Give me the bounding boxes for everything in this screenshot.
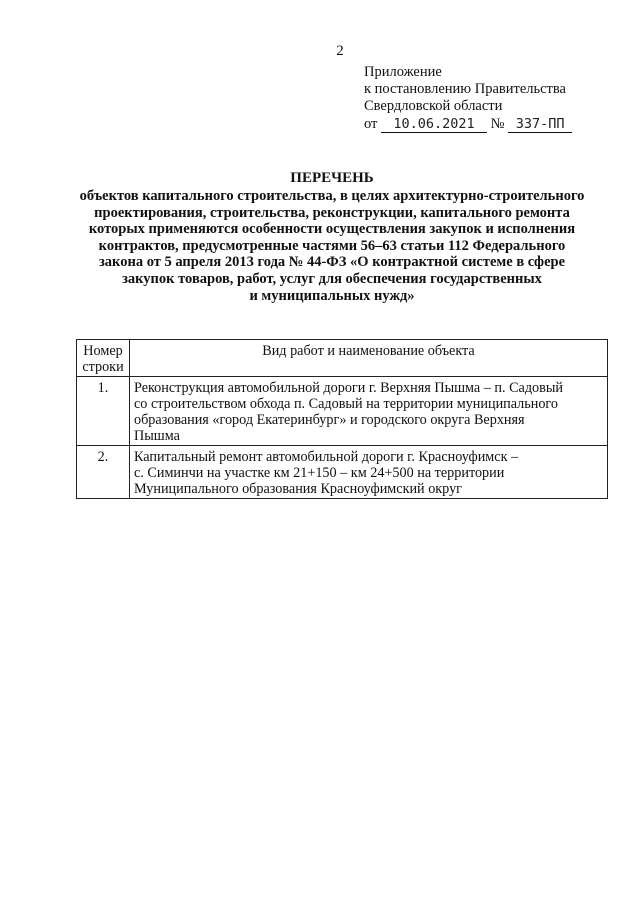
- row-number: 1.: [77, 377, 130, 446]
- description-line: с. Симинчи на участке км 21+150 – км 24+500 на территории: [134, 465, 505, 481]
- description-line: Пышма: [134, 428, 180, 444]
- resolution-number: 337-ПП: [508, 116, 572, 133]
- title-line: закона от 5 апреля 2013 года № 44-ФЗ «О контрактной системе в сфере: [98, 254, 566, 271]
- document-title: [70, 169, 594, 304]
- table-row: [77, 377, 608, 446]
- number-prefix: №: [490, 116, 505, 132]
- annex-line: Приложение: [364, 64, 442, 80]
- title-line: контрактов, предусмотренные частями 56–63 статьи 112 Федерального: [98, 237, 566, 254]
- title-line: объектов капитального строительства, в целях архитектурно-строительного: [79, 188, 585, 204]
- resolution-date: 10.06.2021: [381, 116, 487, 133]
- table-row: [77, 446, 608, 499]
- title-line: которых применяются особенности осуществления закупок и исполнения: [88, 221, 576, 238]
- annex-date-row: [364, 116, 604, 133]
- header-number-line: строки: [82, 359, 124, 375]
- date-prefix: от: [364, 116, 378, 132]
- description-line: образования «город Екатеринбург» и городского округа Верхняя: [134, 412, 525, 428]
- annex-block: [364, 64, 604, 133]
- title-heading: ПЕРЕЧЕНЬ: [290, 170, 374, 186]
- header-name: Вид работ и наименование объекта: [130, 340, 608, 377]
- row-description: [130, 446, 608, 499]
- description-line: Муниципального образования Красноуфимский округ: [134, 481, 462, 497]
- description-line: Капитальный ремонт автомобильной дороги г. Красноуфимск –: [134, 449, 519, 465]
- row-description: [130, 377, 608, 446]
- title-line: закупок товаров, работ, услуг для обеспечения государственных: [122, 270, 542, 287]
- table-header-row: [77, 340, 608, 377]
- header-number: [77, 340, 130, 377]
- objects-table: [76, 339, 608, 499]
- annex-line: Свердловской области: [364, 98, 503, 114]
- page-number: 2: [336, 43, 344, 59]
- header-number-line: Номер: [83, 343, 123, 359]
- row-number: 2.: [77, 446, 130, 499]
- description-line: со строительством обхода п. Садовый на территории муниципального: [134, 396, 558, 412]
- title-line: проектирования, строительства, реконструкции, капитального ремонта: [94, 204, 570, 221]
- title-line: и муниципальных нужд»: [249, 287, 415, 304]
- description-line: Реконструкция автомобильной дороги г. Верхняя Пышма – п. Садовый: [134, 380, 563, 396]
- annex-line: к постановлению Правительства: [364, 81, 566, 97]
